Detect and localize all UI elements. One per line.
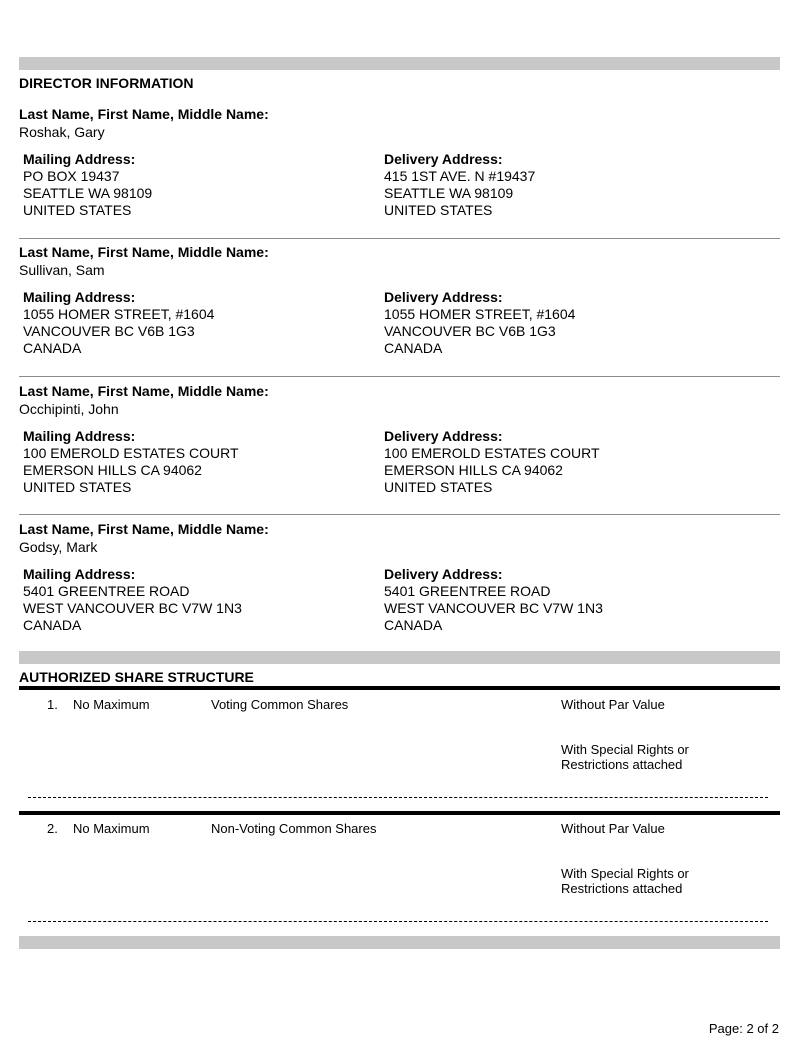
share-rights-line: Restrictions attached [561,757,683,772]
name-label: Last Name, First Name, Middle Name: [19,106,269,122]
address-line: SEATTLE WA 98109 [23,185,153,201]
address-line: CANADA [384,617,443,633]
name-label: Last Name, First Name, Middle Name: [19,244,269,260]
address-line: WEST VANCOUVER BC V7W 1N3 [384,600,603,616]
director-name: Roshak, Gary [19,124,105,140]
address-line: EMERSON HILLS CA 94062 [23,462,202,478]
share-rights-line: Restrictions attached [561,881,683,896]
share-par-value: Without Par Value [561,697,665,712]
address-line: CANADA [23,617,82,633]
heavy-rule [19,811,780,815]
delivery-address-label: Delivery Address: [384,289,503,305]
name-label: Last Name, First Name, Middle Name: [19,383,269,399]
share-class: Non-Voting Common Shares [211,821,377,836]
share-rights [561,742,721,772]
address-line: 100 EMEROLD ESTATES COURT [23,445,239,461]
mailing-address-label: Mailing Address: [23,428,136,444]
address-line: EMERSON HILLS CA 94062 [384,462,563,478]
mailing-address-label: Mailing Address: [23,566,136,582]
address-line: UNITED STATES [23,202,132,218]
share-section-title: AUTHORIZED SHARE STRUCTURE [19,669,254,685]
address-line: CANADA [23,340,82,356]
address-line: 5401 GREENTREE ROAD [23,583,190,599]
mailing-address [23,565,242,634]
name-label: Last Name, First Name, Middle Name: [19,521,269,537]
address-line: SEATTLE WA 98109 [384,185,514,201]
share-rights [561,866,721,896]
share-par-value: Without Par Value [561,821,665,836]
delivery-address [384,150,535,219]
mailing-address [23,288,214,357]
share-maximum: No Maximum [73,697,150,712]
address-line: 1055 HOMER STREET, #1604 [23,306,215,322]
section-header-bar [19,57,780,70]
address-line: 1055 HOMER STREET, #1604 [384,306,576,322]
address-line: VANCOUVER BC V6B 1G3 [384,323,556,339]
address-line: 415 1ST AVE. N #19437 [384,168,536,184]
delivery-address-label: Delivery Address: [384,566,503,582]
address-line: VANCOUVER BC V6B 1G3 [23,323,195,339]
mailing-address-label: Mailing Address: [23,151,136,167]
share-rights-line: With Special Rights or [561,866,689,881]
divider [19,238,780,239]
address-line: UNITED STATES [23,479,132,495]
share-number: 1. [47,697,58,712]
director-name: Godsy, Mark [19,539,98,555]
share-class: Voting Common Shares [211,697,349,712]
section-header-bar [19,651,780,664]
director-section-title: DIRECTOR INFORMATION [19,75,194,91]
delivery-address [384,427,600,496]
director-name: Sullivan, Sam [19,262,105,278]
delivery-address [384,288,575,357]
share-rights-line: With Special Rights or [561,742,689,757]
address-line: UNITED STATES [384,202,493,218]
delivery-address-label: Delivery Address: [384,428,503,444]
share-maximum: No Maximum [73,821,150,836]
mailing-address [23,427,239,496]
heavy-rule [19,686,780,690]
delivery-address-label: Delivery Address: [384,151,503,167]
address-line: CANADA [384,340,443,356]
mailing-address-label: Mailing Address: [23,289,136,305]
address-line: 100 EMEROLD ESTATES COURT [384,445,600,461]
divider [19,514,780,515]
address-line: WEST VANCOUVER BC V7W 1N3 [23,600,242,616]
delivery-address [384,565,603,634]
director-name: Occhipinti, John [19,401,119,417]
dashed-divider [28,921,768,922]
page-number: Page: 2 of 2 [708,1021,779,1036]
address-line: PO BOX 19437 [23,168,120,184]
mailing-address [23,150,152,219]
share-number: 2. [47,821,58,836]
dashed-divider [28,797,768,798]
address-line: 5401 GREENTREE ROAD [384,583,551,599]
section-footer-bar [19,936,780,949]
divider [19,376,780,377]
address-line: UNITED STATES [384,479,493,495]
